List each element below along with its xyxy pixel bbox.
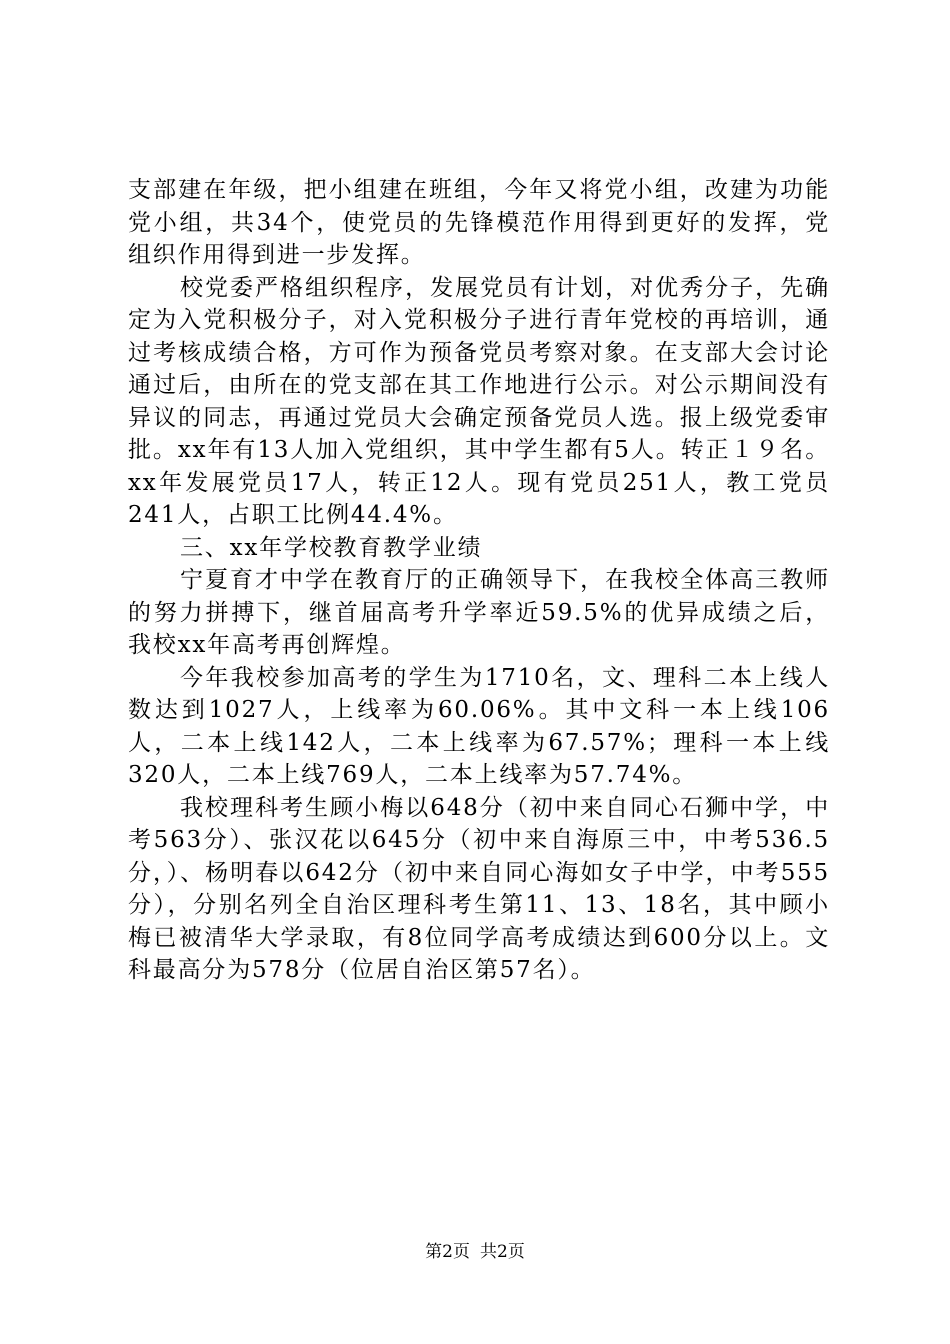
section-heading-achievements: 三、xx年学校教育教学业绩: [180, 534, 483, 561]
paragraph-party-groups: 支部建在年级，把小组建在班组，今年又将党小组，改建为功能党小组，共34个，使党员的先锋模范作用得到更好的发挥，党组织作用得到进一步发挥。: [128, 177, 830, 268]
page-footer: [0, 1241, 950, 1263]
document-body: [128, 174, 830, 987]
paragraph-exam-statistics: 今年我校参加高考的学生为1710名，文、理科二本上线人数达到1027人，上线率为60.06%。其中文科一本上线106人，二本上线142人，二本上线率为67.57%；理科一本上线320人，二本上线769人，二本上线率为57.74%。: [128, 664, 830, 788]
paragraph-exam-overview: 宁夏育才中学在教育厅的正确领导下，在我校全体高三教师的努力拼搏下，继首届高考升学率近59.5%的优异成绩之后，我校xx年高考再创辉煌。: [128, 567, 830, 658]
paragraph-top-students: 我校理科考生顾小梅以648分（初中来自同心石狮中学，中考563分）、张汉花以645分（初中来自海原三中，中考536.5分，）、杨明春以642分（初中来自同心海如女子中学，中考555分），分别名列全自治区理科考生第11、13、18名，其中顾小梅已被清华大学录取，有8位同学高考成绩达到600分以上。文科最高分为578分（位居自治区第57名）。: [128, 794, 830, 983]
page-number-total: 共2页: [480, 1242, 525, 1262]
page-number-current: 第2页: [425, 1242, 470, 1262]
paragraph-party-development: 校党委严格组织程序，发展党员有计划，对优秀分子，先确定为入党积极分子，对入党积极分子进行青年党校的再培训，通过考核成绩合格，方可作为预备党员考察对象。在支部大会讨论通过后，由所在的党支部在其工作地进行公示。对公示期间没有异议的同志，再通过党员大会确定预备党员人选。报上级党委审批。xx年有13人加入党组织，其中学生都有5人。转正１９名。xx年发展党员17人，转正12人。现有党员251人，教工党员241人，占职工比例44.4%。: [128, 274, 830, 528]
